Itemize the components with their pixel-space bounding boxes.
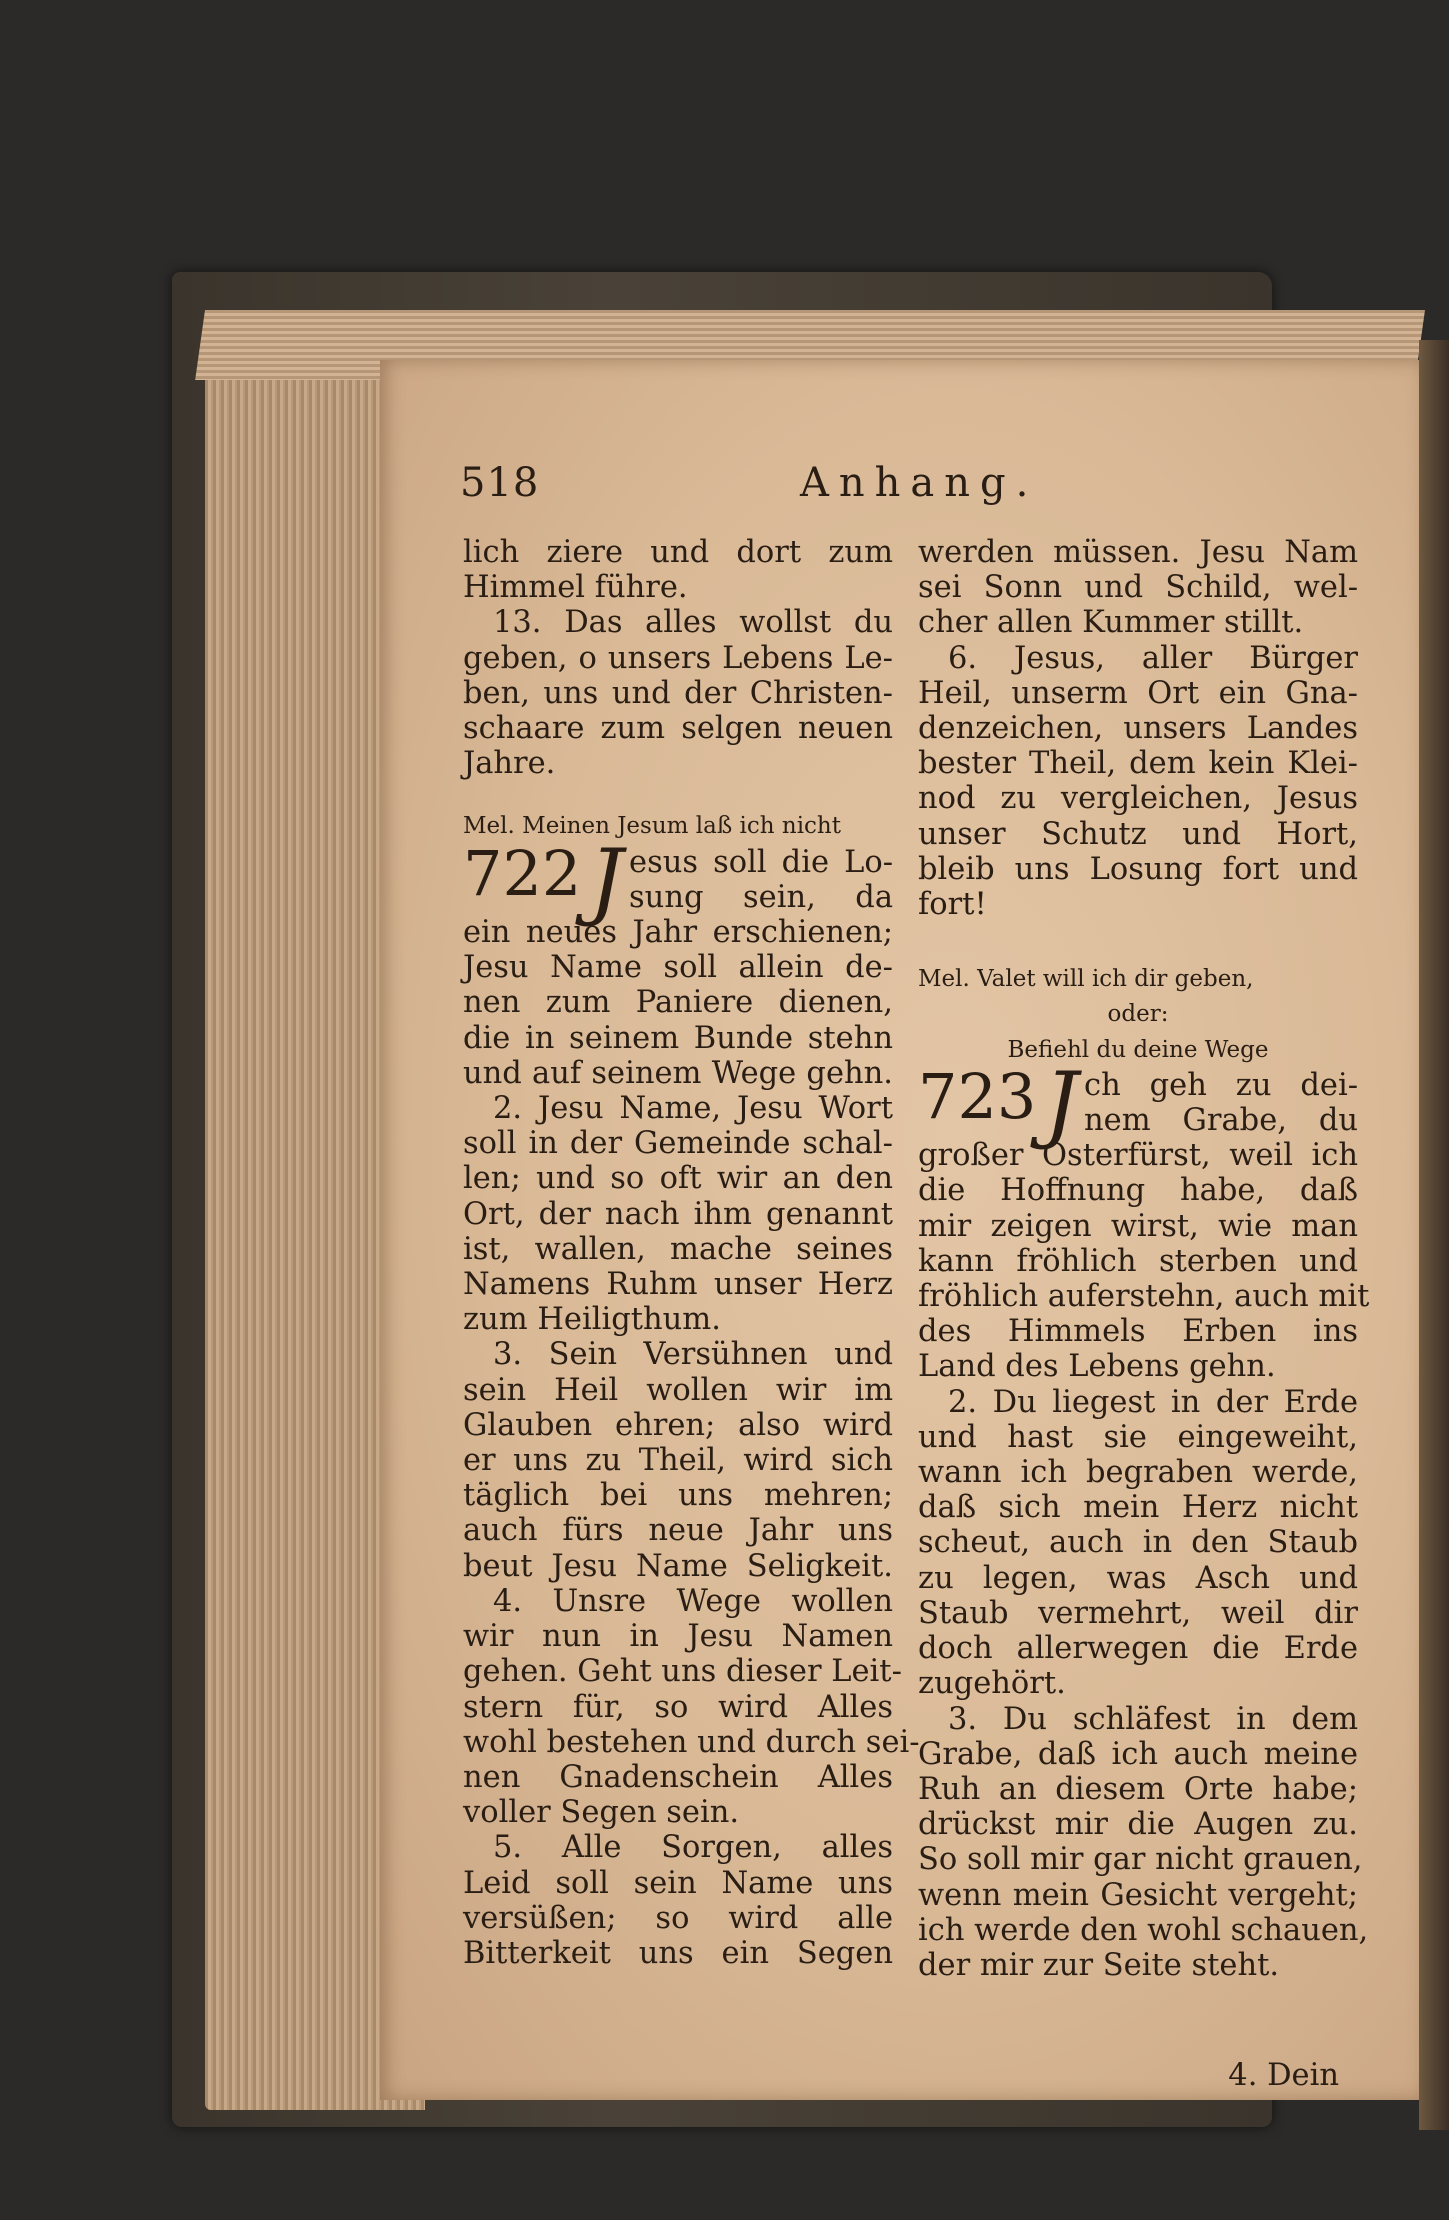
drop-cap: J (589, 830, 624, 929)
hymn-number: 723 (918, 1059, 1037, 1133)
melody-line: Mel. Valet will ich dir geben, (918, 966, 1254, 993)
text-line: werden müssen. Jesu Nam (918, 535, 1358, 570)
text-line: Jahre. (463, 746, 556, 782)
text-line: Leid soll sein Name uns (463, 1865, 893, 1901)
text-line: fort! (918, 887, 987, 923)
text-line: versüßen; so wird alle (463, 1900, 893, 1936)
text-line: So soll mir gar nicht grauen, (918, 1842, 1363, 1878)
text-line: soll in der Gemeinde schal- (463, 1126, 893, 1162)
text-line: wann ich begraben werde, (918, 1455, 1358, 1491)
text-line: 6. Jesus, aller Bürger (948, 640, 1358, 676)
text-line: esus soll die Lo- (629, 844, 893, 880)
text-line: Jesu Name soll allein de- (463, 950, 893, 986)
text-line: ein neues Jahr erschienen; (463, 915, 893, 951)
left-column (463, 535, 920, 1971)
text-line: 13. Das alles wollst du (493, 605, 893, 641)
text-line: wohl bestehen und durch sei- (463, 1724, 920, 1760)
text-line: sung sein, da (629, 879, 893, 915)
text-line: drückst mir die Augen zu. (918, 1807, 1358, 1843)
right-column (918, 535, 1370, 1983)
text-line: nod zu vergleichen, Jesus (918, 781, 1358, 817)
text-line: bester Theil, dem kein Klei- (918, 746, 1358, 782)
text-line: Ort, der nach ihm genannt (463, 1196, 893, 1232)
text-line: lich ziere und dort zum (463, 535, 893, 570)
text-line: Himmel führe. (463, 570, 688, 606)
text-line: beut Jesu Name Seligkeit. (463, 1548, 893, 1584)
text-line: und hast sie eingeweiht, (918, 1419, 1358, 1455)
melody-line: Befiehl du deine Wege (1007, 1036, 1269, 1063)
text-line: ben, uns und der Christen- (463, 675, 893, 711)
page-number: 518 (460, 460, 540, 506)
text-line: unser Schutz und Hort, (918, 816, 1358, 852)
running-title: Anhang. (800, 460, 1039, 506)
text-line: geben, o unsers Lebens Le- (463, 640, 893, 676)
text-line: zum Heiligthum. (463, 1302, 721, 1338)
text-line: Staub vermehrt, weil dir (918, 1595, 1358, 1631)
text-line: und auf seinem Wege gehn. (463, 1055, 893, 1091)
text-line: wenn mein Gesicht vergeht; (918, 1877, 1358, 1913)
text-line: stern für, so wird Alles (463, 1689, 893, 1725)
catchword: 4. Dein (1228, 2058, 1339, 2093)
text-line: Namens Ruhm unser Herz (463, 1267, 893, 1303)
text-line: Glauben ehren; also wird (463, 1407, 893, 1443)
text-line: 2. Jesu Name, Jesu Wort (493, 1091, 893, 1127)
text-line: gehen. Geht uns dieser Leit- (463, 1654, 902, 1690)
text-line: sein Heil wollen wir im (463, 1372, 893, 1408)
text-line: ch geh zu dei- (1084, 1067, 1358, 1103)
text-line: voller Segen sein. (463, 1795, 740, 1831)
hymn-723-start (918, 1053, 1358, 1152)
text-line: Grabe, daß ich auch meine (918, 1736, 1358, 1772)
text-line: 5. Alle Sorgen, alles (493, 1830, 893, 1866)
text-line: mir zeigen wirst, wie man (918, 1208, 1358, 1244)
text-line: der mir zur Seite steht. (918, 1947, 1280, 1983)
text-line: des Himmels Erben ins (918, 1314, 1358, 1350)
text-line: len; und so oft wir an den (463, 1161, 893, 1197)
text-line: cher allen Kummer stillt. (918, 605, 1304, 641)
text-line: nen zum Paniere dienen, (463, 985, 893, 1021)
text-line: zu legen, was Asch und (918, 1560, 1358, 1596)
text-line: wir nun in Jesu Namen (463, 1619, 893, 1655)
text-line: täglich bei uns mehren; (463, 1478, 893, 1514)
text-line: auch fürs neue Jahr uns (463, 1513, 893, 1549)
text-line: denzeichen, unsers Landes (918, 711, 1358, 747)
text-line: daß sich mein Herz nicht (918, 1490, 1358, 1526)
text-line: nen Gnadenschein Alles (463, 1759, 893, 1795)
text-line: 2. Du liegest in der Erde (948, 1384, 1358, 1420)
text-line: großer Osterfürst, weil ich (918, 1138, 1358, 1174)
text-line: Ruh an diesem Orte habe; (918, 1771, 1358, 1807)
text-line: kann fröhlich sterben und (918, 1243, 1358, 1279)
text-line: nem Grabe, du (1084, 1103, 1358, 1139)
text-line: doch allerwegen die Erde (918, 1631, 1358, 1667)
text-line: 3. Du schläfest in dem (948, 1701, 1358, 1737)
melody-line: oder: (1107, 1001, 1169, 1028)
text-line: ist, wallen, mache seines (463, 1231, 893, 1267)
hymn-number: 722 (463, 836, 582, 910)
text-line: Land des Lebens gehn. (918, 1349, 1276, 1385)
text-line: Bitterkeit uns ein Segen (463, 1935, 893, 1971)
text-line: die Hoffnung habe, daß (918, 1173, 1358, 1209)
text-line: zugehört. (918, 1666, 1066, 1702)
text-line: ich werde den wohl schauen, (918, 1912, 1369, 1948)
text-line: 4. Unsre Wege wollen (493, 1583, 893, 1619)
text-line: er uns zu Theil, wird sich (463, 1443, 893, 1479)
book-gutter (1419, 340, 1449, 2130)
text-line: Heil, unserm Ort ein Gna- (918, 675, 1358, 711)
text-line: scheut, auch in den Staub (918, 1525, 1358, 1561)
text-line: die in seinem Bunde stehn (463, 1020, 893, 1056)
hymn-722-start (463, 830, 893, 929)
page-header (460, 460, 1360, 510)
text-line: schaare zum selgen neuen (463, 711, 893, 747)
text-line: 3. Sein Versühnen und (493, 1337, 893, 1373)
text-line: bleib uns Losung fort und (918, 851, 1358, 887)
text-line: fröhlich auferstehn, auch mit (918, 1279, 1370, 1315)
melody-line: Mel. Meinen Jesum laß ich nicht (463, 813, 841, 840)
text-line: sei Sonn und Schild, wel- (918, 570, 1358, 606)
drop-cap: J (1044, 1053, 1079, 1152)
